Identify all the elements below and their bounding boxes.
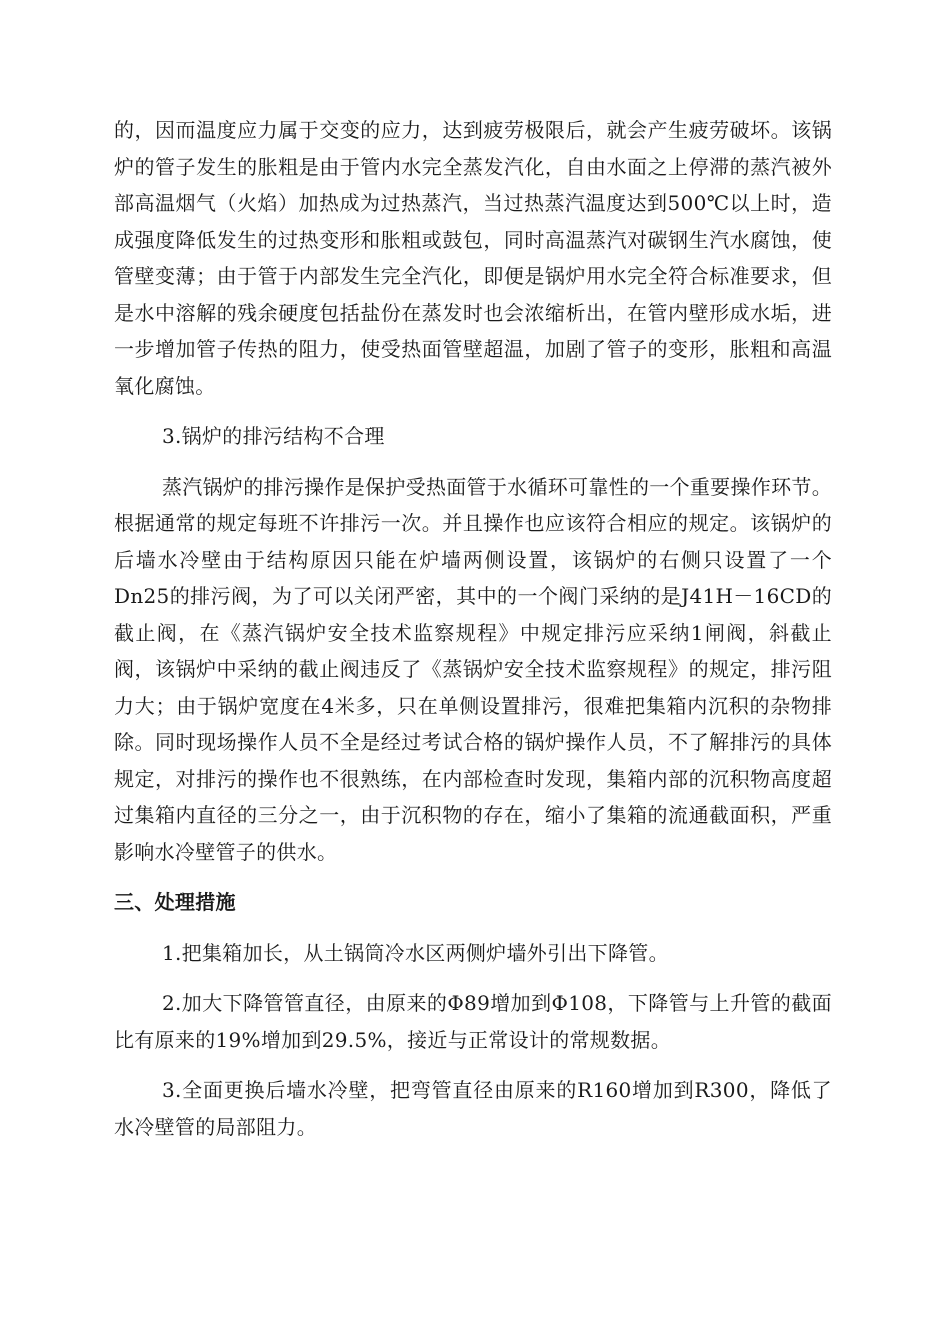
measure-item-2: 2.加大下降管管直径，由原来的Φ89增加到Φ108，下降管与上升管的截面比有原来的19%增加到29.5%，接近与正常设计的常规数据。 <box>114 991 832 1052</box>
subheading-blowdown-structure: 3.锅炉的排污结构不合理 <box>162 424 385 448</box>
paragraph-fatigue-overheating: 的，因而温度应力属于交变的应力，达到疲劳极限后，就会产生疲劳破坏。该锅炉的管子发生的胀粗是由于管内水完全蒸发汽化，自由水面之上停滞的蒸汽被外部高温烟气（火焰）加热成为过热蒸汽，当过热蒸汽温度达到500℃以上时，造成强度降低发生的过热变形和胀粗或鼓包，同时高温蒸汽对碳钢生汽水腐蚀，使管壁变薄；由于管于内部发生完全汽化，即便是锅炉用水完全符合标准要求，但是水中溶解的残余硬度包括盐份在蒸发时也会浓缩析出，在管内壁形成水垢，进一步增加管子传热的阻力，使受热面管壁超温，加剧了管子的变形，胀粗和高温氧化腐蚀。 <box>114 118 832 398</box>
paragraph-blowdown-operation: 蒸汽锅炉的排污操作是保护受热面管于水循环可靠性的一个重要操作环节。根据通常的规定每班不许排污一次。并且操作也应该符合相应的规定。该锅炉的后墙水冷壁由于结构原因只能在炉墙两侧设置，该锅炉的右侧只设置了一个Dn25的排污阀，为了可以关闭严密，其中的一个阀门采纳的是J41H－16CD的截止阀，在《蒸汽锅炉安全技术监察规程》中规定排污应采纳1闸阀，斜截止阀，该锅炉中采纳的截止阀违反了《蒸锅炉安全技术监察规程》的规定，排污阻力大；由于锅炉宽度在4米多，只在单侧设置排污，很难把集箱内沉积的杂物排除。同时现场操作人员不全是经过考试合格的锅炉操作人员，不了解排污的具体规定，对排污的操作也不很熟练，在内部检查时发现，集箱内部的沉积物高度超过集箱内直径的三分之一，由于沉积物的存在，缩小了集箱的流通截面积，严重影响水冷壁管子的供水。 <box>114 474 832 864</box>
measure-item-3: 3.全面更换后墙水冷壁，把弯管直径由原来的R160增加到R300，降低了水冷壁管的局部阻力。 <box>114 1078 832 1139</box>
section-heading-measures: 三、处理措施 <box>114 890 236 914</box>
measure-item-1: 1.把集箱加长，从土锅筒冷水区两侧炉墙外引出下降管。 <box>162 940 669 965</box>
document-page <box>114 112 832 1145</box>
